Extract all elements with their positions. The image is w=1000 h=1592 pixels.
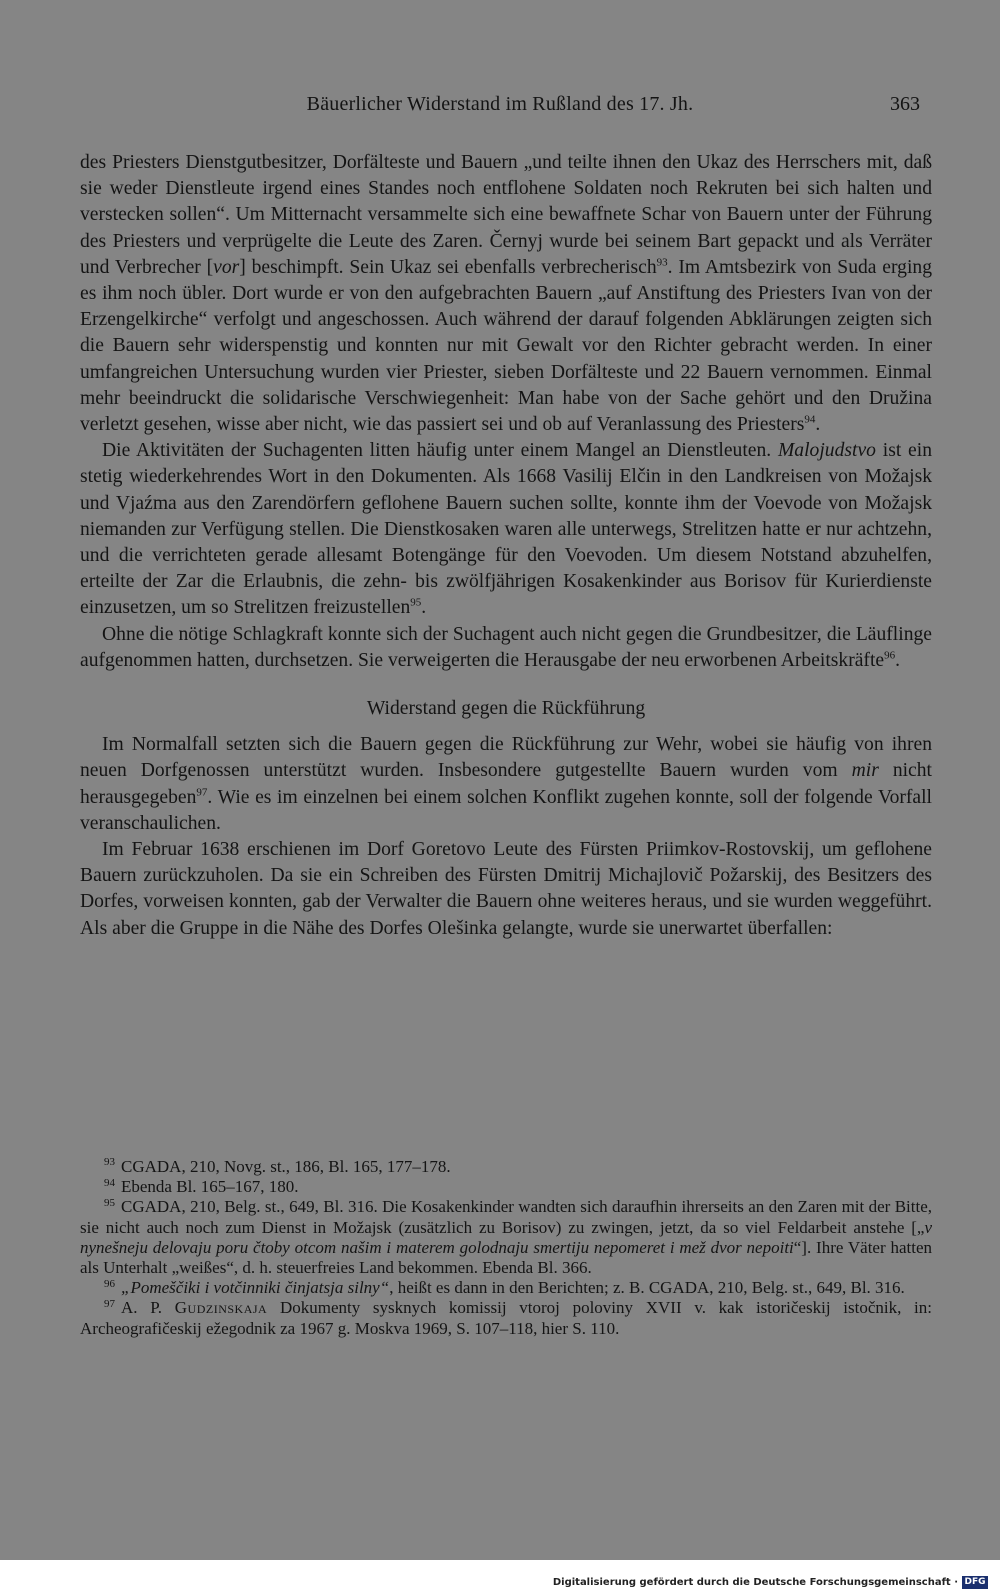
footnote-text: Dokumenty sysknych komissij vtoroj poloviny XVII v. kak istoričeskij istočnik, in: Archeografičeskij ežegodnik za 1967 g. Moskva 1969, S. 107–118, hier S. 110. xyxy=(80,1298,932,1338)
text-run: ] beschimpft. Sein Ukaz sei ebenfalls verbrecherisch xyxy=(239,256,657,278)
italic-term: vor xyxy=(213,256,240,278)
paragraph-3 xyxy=(80,622,932,674)
text-run: . xyxy=(815,414,821,436)
text-run: nicht herausgegeben xyxy=(80,760,932,808)
italic-term: mir xyxy=(851,760,879,782)
text-run: . xyxy=(421,597,427,619)
footnote-ref: 95 xyxy=(410,596,422,609)
main-text xyxy=(80,150,932,942)
text-run: Die Aktivitäten der Suchagenten litten häufig unter einem Mangel an Dienstleuten. xyxy=(102,440,778,462)
page-number: 363 xyxy=(890,93,920,115)
text-run: . Im Amtsbezirk von Suda erging es ihm noch übler. Dort wurde er von den aufgebrachten Bauern „auf Anstiftung des Priesters Ivan von der Erzengelkirche“ verfolgt und angeschossen. Auch während der darauf folgenden Abklärungen zeigten sich die Bauern sehr widerspenstig und konnten nur mit Gewalt vor den Richter gebracht werden. In einer umfangreichen Untersuchung wurden vier Priester, sieben Dorfälteste und 22 Bauern vernommen. Einmal mehr beeindruckt die solidarische Verschwiegenheit: Man habe von der Sache gehört und den Družina verletzt gesehen, wisse aber nicht, wie das passiert sei und ob auf Veranlassung des Priesters xyxy=(80,256,933,436)
italic-term: Malojudstvo xyxy=(777,440,876,462)
footnote-number: 96 xyxy=(104,1277,115,1290)
footnote-ref: 97 xyxy=(196,786,208,799)
footnote-ref: 94 xyxy=(804,413,816,426)
footnote-text: CGADA, 210, Belg. st., 649, Bl. 316. Die Kosakenkinder wandten sich daraufhin ihrerseits an den Zaren mit der Bitte, sie nicht auch noch zum Dienst in Možajsk (zusätzlich zu Borisov) zu zwingen, jetzt, da so viel Feldarbeit anstehe [„ xyxy=(80,1197,932,1237)
funding-credit: Digitalisierung gefördert durch die Deutsche Forschungsgemeinschaft · xyxy=(552,1577,958,1588)
footnote-number: 97 xyxy=(104,1297,115,1310)
footnote-text: Ebenda Bl. 165–167, 180. xyxy=(121,1177,299,1197)
footnote-text: CGADA, 210, Novg. st., 186, Bl. 165, 177–178. xyxy=(121,1157,451,1176)
digitization-footer xyxy=(0,1560,1000,1592)
footnote-ref: 96 xyxy=(884,649,896,662)
footnote-96 xyxy=(80,1278,932,1298)
footnote-number: 94 xyxy=(104,1176,115,1189)
dfg-logo-icon: DFG xyxy=(962,1576,988,1589)
footnote-quote: v nynešneju delovaju poru čtoby otcom našim i materem golodnaju smertiju nepomeret i mež dvor nepoiti xyxy=(80,1217,932,1257)
footnotes xyxy=(80,1157,932,1339)
text-run: . Wie es im einzelnen bei einem solchen Konflikt zugehen konnte, soll der folgende Vorfall veranschaulichen. xyxy=(80,786,932,834)
author-name: Gudzinskaja xyxy=(174,1298,268,1318)
footnote-text: “]. Ihre Väter hatten als Unterhalt „weißes“, d. h. steuerfreies Land bekommen. Ebenda Bl. 366. xyxy=(80,1237,932,1278)
text-run: des Priesters Dienstgutbesitzer, Dorfälteste und Bauern „und teilte ihnen den Ukaz des Herrschers mit, daß sie weder Dienstleute irgend eines Standes noch entflohene Soldaten noch Rekruten bei sich halten und verstecken sollen“. Um Mitternacht versammelte sich eine bewaffnete Schar von Bauern unter der Führung des Priesters und verprügelte die Leute des Zaren. Černyj wurde bei seinem Bart gepackt und als Verräter und Verbrecher [ xyxy=(80,152,932,278)
paragraph-1 xyxy=(80,150,932,438)
footnote-ref: 93 xyxy=(656,256,668,269)
footnote-text: , heißt es dann in den Berichten; z. B. CGADA, 210, Belg. st., 649, Bl. 316. xyxy=(389,1278,905,1298)
text-run: ist ein stetig wiederkehrendes Wort in den Dokumenten. Als 1668 Vasilij Elčin in den Landkreisen von Možajsk und Vjaźma aus den Zarendörfern geflohene Bauern suchen sollte, konnte ihm der Voevode von Možajsk niemanden zur Verfügung stellen. Die Dienstkosaken waren alle unterwegs, Strelitzen hatte er nur achtzehn, und die verrichteten gerade allesamt Botengänge für den Voevoden. Um diesem Notstand abzuhelfen, erteilte der Zar die Erlaubnis, die zehn- bis zwölfjährigen Kosakenkinder aus Borisov für Kurierdienste einzusetzen, um so Strelitzen freizustellen xyxy=(80,440,932,619)
footnote-95 xyxy=(80,1197,932,1278)
paragraph-2 xyxy=(80,438,932,621)
footnote-number: 95 xyxy=(104,1196,115,1209)
paragraph-4 xyxy=(80,732,932,837)
page-header xyxy=(80,93,920,123)
text-run: Ohne die nötige Schlagkraft konnte sich der Suchagent auch nicht gegen die Grundbesitzer, die Läuflinge aufgenommen hatten, durchsetzen. Sie verweigerten die Herausgabe der neu erworbenen Arbeitskräfte xyxy=(80,623,932,671)
footnote-number: 93 xyxy=(104,1156,115,1169)
footnote-97 xyxy=(80,1298,932,1338)
running-head: Bäuerlicher Widerstand im Rußland des 17. Jh. xyxy=(306,93,694,115)
footnote-text: A. P. xyxy=(121,1298,175,1318)
footnote-quote: „Pomeščiki i votčinniki činjatsja silny“ xyxy=(121,1278,390,1298)
footnote-94 xyxy=(80,1177,932,1197)
text-run: . xyxy=(895,649,900,671)
section-heading: Widerstand gegen die Rückführung xyxy=(366,698,646,720)
footnote-93 xyxy=(80,1157,932,1177)
text-run: Im Normalfall setzten sich die Bauern gegen die Rückführung zur Wehr, wobei sie häufig von ihren neuen Dorfgenossen unterstützt wurden. Insbesondere gutgestellte Bauern wurden vom xyxy=(80,734,932,782)
paragraph-5: Im Februar 1638 erschienen im Dorf Goretovo Leute des Fürsten Priimkov-Rostovskij, um geflohene Bauern zurückzuholen. Da sie ein Schreiben des Fürsten Dmitrij Michajlovič Požarskij, des Besitzers des Dorfes, vorweisen konnten, gab der Verwalter die Bauern ohne weiteres heraus, und sie wurden weggeführt. Als aber die Gruppe in die Nähe des Dorfes Olešinka gelangte, wurde sie unerwartet überfallen: xyxy=(80,839,932,939)
